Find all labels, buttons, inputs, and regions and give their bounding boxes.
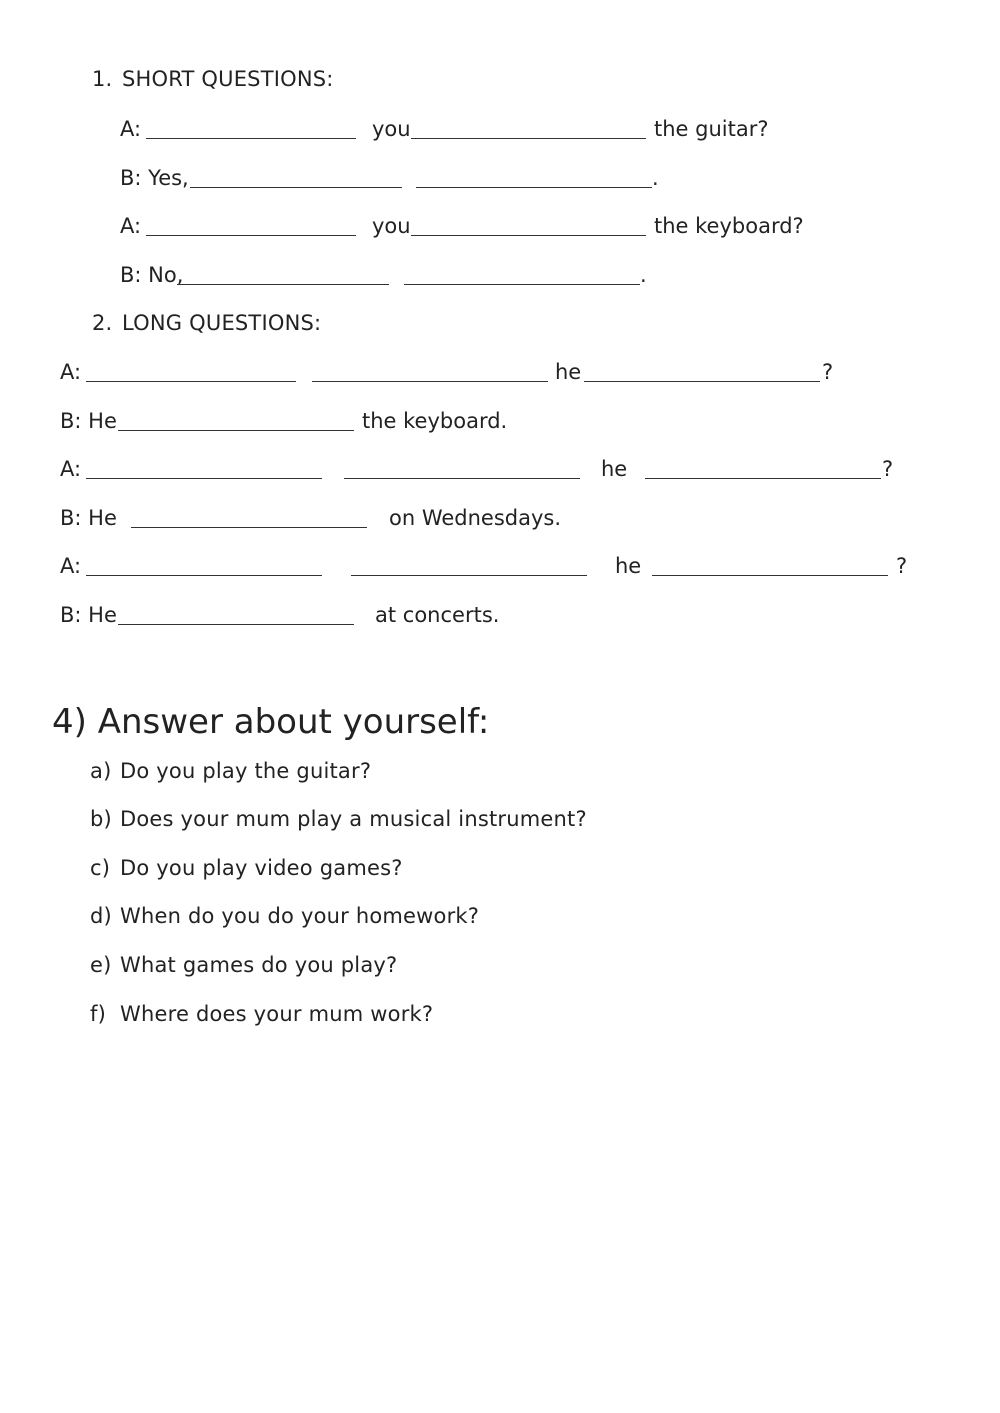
s1-row3-blank1[interactable] — [146, 235, 356, 236]
s1-row4-speaker: B: No, — [120, 263, 184, 287]
question-e-text: What games do you play? — [120, 953, 398, 977]
s1-row2-blank2[interactable] — [416, 187, 652, 188]
s1-row1-speaker: A: — [120, 117, 142, 141]
s2-row2-word1: the keyboard. — [362, 409, 508, 433]
question-e-label: e) — [90, 953, 112, 977]
section2-title: 2. LONG QUESTIONS: — [92, 311, 322, 335]
s1-row4-blank2[interactable] — [404, 284, 640, 285]
question-f-label: f) — [90, 1002, 106, 1026]
s2-row2-blank1[interactable] — [118, 430, 354, 431]
s1-row4-blank1[interactable] — [177, 284, 389, 285]
s2-row3-speaker: A: — [60, 457, 82, 481]
question-b-text: Does your mum play a musical instrument? — [120, 807, 587, 831]
s1-row4-word1: . — [640, 263, 647, 287]
s2-row1-blank1[interactable] — [86, 381, 296, 382]
s2-row4-blank1[interactable] — [131, 527, 367, 528]
question-c-text: Do you play video games? — [120, 856, 403, 880]
s2-row5-blank1[interactable] — [86, 575, 322, 576]
s2-row5-word1: he — [615, 554, 642, 578]
s1-row3-blank2[interactable] — [411, 235, 646, 236]
s2-row4-word1: on Wednesdays. — [389, 506, 562, 530]
question-d-text: When do you do your homework? — [120, 904, 480, 928]
s2-row5-blank2[interactable] — [351, 575, 587, 576]
question-a-label: a) — [90, 759, 112, 783]
s1-row1-blank2[interactable] — [411, 138, 646, 139]
s1-row1-word1: you — [372, 117, 411, 141]
s2-row1-blank2[interactable] — [312, 381, 548, 382]
s2-row3-word2: ? — [882, 457, 894, 481]
s2-row5-blank3[interactable] — [652, 575, 888, 576]
question-d-label: d) — [90, 904, 112, 928]
s1-row1-word2: the guitar? — [654, 117, 769, 141]
s1-row1-blank1[interactable] — [146, 138, 356, 139]
s2-row3-blank1[interactable] — [86, 478, 322, 479]
question-a — [90, 758, 371, 784]
section2-number: 2. — [92, 311, 113, 335]
question-b — [90, 806, 587, 832]
question-f-text: Where does your mum work? — [120, 1002, 434, 1026]
s2-row6-blank1[interactable] — [118, 624, 354, 625]
s2-row1-word2: ? — [822, 360, 834, 384]
s1-row2-speaker: B: Yes, — [120, 166, 189, 190]
s2-row5-speaker: A: — [60, 554, 82, 578]
s1-row3-speaker: A: — [120, 214, 142, 238]
s2-row6-word1: at concerts. — [375, 603, 500, 627]
s2-row4-speaker: B: He — [60, 506, 117, 530]
s1-row3-word2: the keyboard? — [654, 214, 804, 238]
s2-row2-speaker: B: He — [60, 409, 117, 433]
question-c — [90, 855, 403, 881]
question-c-label: c) — [90, 856, 111, 880]
question-a-text: Do you play the guitar? — [120, 759, 372, 783]
s2-row6-speaker: B: He — [60, 603, 117, 627]
s1-row2-word1: . — [652, 166, 659, 190]
s1-row2-blank1[interactable] — [190, 187, 402, 188]
s2-row3-word1: he — [601, 457, 628, 481]
s2-row1-speaker: A: — [60, 360, 82, 384]
question-b-label: b) — [90, 807, 112, 831]
question-e — [90, 952, 397, 978]
s2-row5-word2: ? — [896, 554, 908, 578]
question-d — [90, 903, 479, 929]
s1-row3-word1: you — [372, 214, 411, 238]
section4-heading: 4) Answer about yourself: — [52, 702, 490, 742]
section1-title: 1. SHORT QUESTIONS: — [92, 67, 334, 91]
s2-row1-word1: he — [555, 360, 582, 384]
section1-number: 1. — [92, 67, 113, 91]
s2-row1-blank3[interactable] — [584, 381, 820, 382]
s2-row3-blank3[interactable] — [645, 478, 881, 479]
s2-row3-blank2[interactable] — [344, 478, 580, 479]
question-f — [90, 1001, 433, 1027]
